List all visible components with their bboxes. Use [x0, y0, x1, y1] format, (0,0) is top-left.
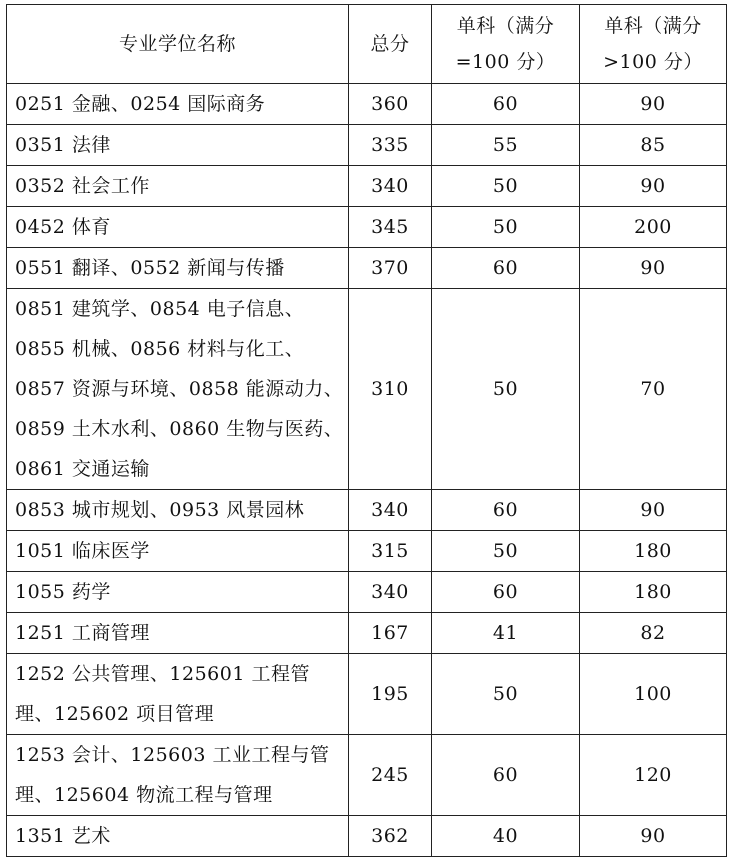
table-row [7, 166, 727, 207]
cell-major-name: 1055 药学 [7, 572, 349, 613]
score-table [6, 4, 727, 857]
cell-single-over-100: 180 [580, 572, 727, 613]
cell-single-100: 50 [432, 289, 580, 490]
table-row [7, 572, 727, 613]
cell-single-100: 60 [432, 248, 580, 289]
cell-single-100: 50 [432, 531, 580, 572]
cell-total: 195 [349, 654, 432, 735]
cell-single-100: 55 [432, 125, 580, 166]
cell-major-name: 0853 城市规划、0953 风景园林 [7, 490, 349, 531]
cell-single-over-100: 90 [580, 248, 727, 289]
cell-single-over-100: 90 [580, 84, 727, 125]
cell-major-name: 0851 建筑学、0854 电子信息、0855 机械、0856 材料与化工、0857 资源与环境、0858 能源动力、0859 土木水利、0860 生物与医药、0861 交通运输 [7, 289, 349, 490]
table-row [7, 816, 727, 857]
cell-total: 345 [349, 207, 432, 248]
table-row [7, 490, 727, 531]
cell-major-name: 0551 翻译、0552 新闻与传播 [7, 248, 349, 289]
header-name: 专业学位名称 [7, 5, 349, 84]
cell-single-100: 50 [432, 654, 580, 735]
cell-major-name: 0251 金融、0254 国际商务 [7, 84, 349, 125]
cell-single-100: 40 [432, 816, 580, 857]
cell-single-100: 50 [432, 207, 580, 248]
cell-single-over-100: 120 [580, 735, 727, 816]
header-row [7, 5, 727, 84]
table-row [7, 531, 727, 572]
cell-major-name: 0352 社会工作 [7, 166, 349, 207]
cell-total: 167 [349, 613, 432, 654]
cell-major-name: 1051 临床医学 [7, 531, 349, 572]
header-total: 总分 [349, 5, 432, 84]
cell-total: 362 [349, 816, 432, 857]
header-single-100: 单科（满分=100 分） [432, 5, 580, 84]
cell-major-name: 1351 艺术 [7, 816, 349, 857]
cell-total: 310 [349, 289, 432, 490]
cell-total: 340 [349, 490, 432, 531]
cell-single-over-100: 90 [580, 166, 727, 207]
cell-total: 360 [349, 84, 432, 125]
cell-single-over-100: 85 [580, 125, 727, 166]
cell-total: 370 [349, 248, 432, 289]
table-row [7, 613, 727, 654]
cell-single-100: 60 [432, 84, 580, 125]
cell-single-over-100: 90 [580, 490, 727, 531]
cell-major-name: 1251 工商管理 [7, 613, 349, 654]
cell-single-100: 60 [432, 490, 580, 531]
cell-total: 340 [349, 166, 432, 207]
cell-single-over-100: 70 [580, 289, 727, 490]
table-row [7, 289, 727, 490]
cell-single-over-100: 200 [580, 207, 727, 248]
cell-total: 340 [349, 572, 432, 613]
table-row [7, 654, 727, 735]
table-row [7, 207, 727, 248]
cell-single-over-100: 180 [580, 531, 727, 572]
cell-single-over-100: 100 [580, 654, 727, 735]
cell-major-name: 0351 法律 [7, 125, 349, 166]
cell-single-over-100: 82 [580, 613, 727, 654]
table-row [7, 248, 727, 289]
table-row [7, 84, 727, 125]
header-single-over-100: 单科（满分>100 分） [580, 5, 727, 84]
cell-major-name: 1253 会计、125603 工业工程与管理、125604 物流工程与管理 [7, 735, 349, 816]
cell-total: 245 [349, 735, 432, 816]
cell-single-over-100: 90 [580, 816, 727, 857]
cell-total: 335 [349, 125, 432, 166]
cell-major-name: 0452 体育 [7, 207, 349, 248]
cell-total: 315 [349, 531, 432, 572]
table-row [7, 735, 727, 816]
cell-single-100: 50 [432, 166, 580, 207]
cell-single-100: 60 [432, 572, 580, 613]
cell-single-100: 41 [432, 613, 580, 654]
cell-major-name: 1252 公共管理、125601 工程管理、125602 项目管理 [7, 654, 349, 735]
cell-single-100: 60 [432, 735, 580, 816]
table-row [7, 125, 727, 166]
